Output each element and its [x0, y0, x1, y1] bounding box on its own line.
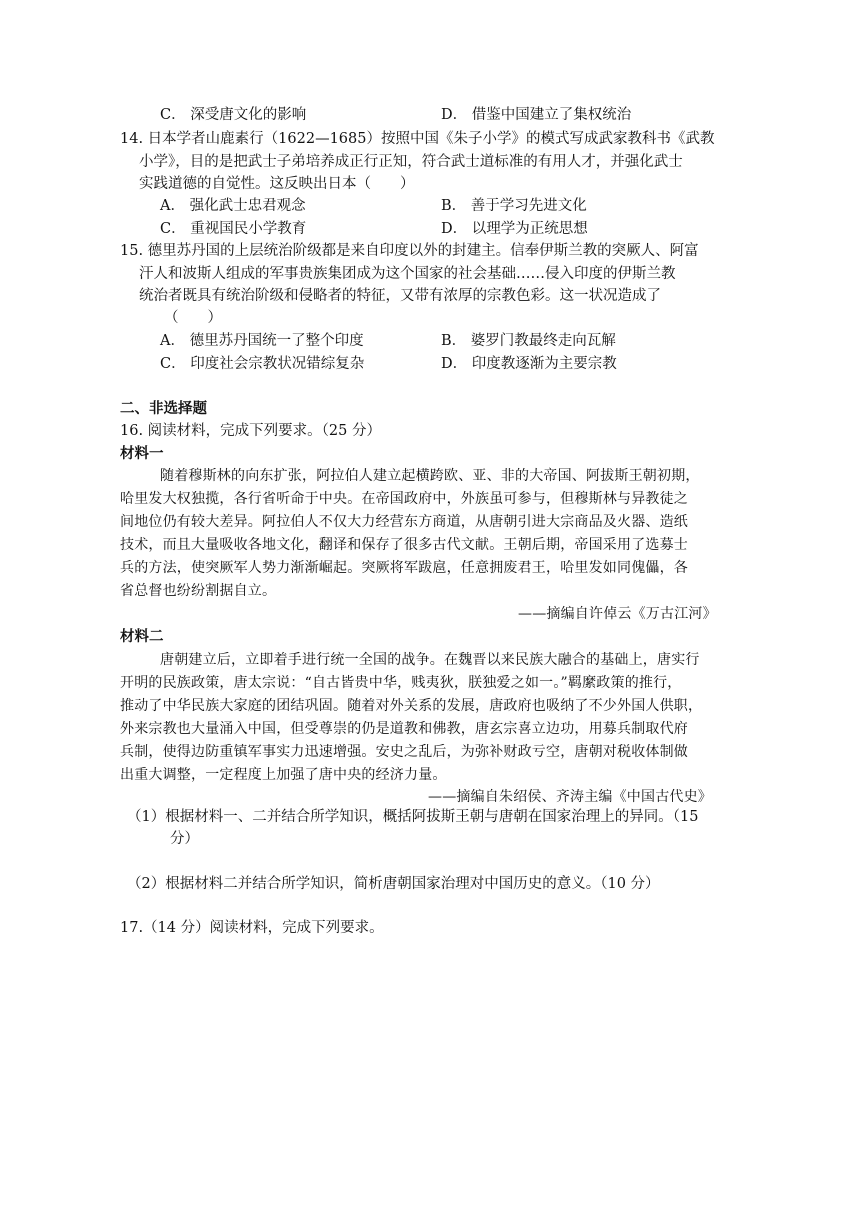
- q17-intro: 17.（14 分）阅读材料，完成下列要求。: [120, 920, 384, 936]
- material-1-line-3: 间地位仍有较大差异。阿拉伯人不仅大力经营东方商道，从唐朝引进大宗商品及火器、造纸: [120, 514, 688, 530]
- material-2-line-6: 出重大调整，一定程度上加强了唐中央的经济力量。: [120, 767, 447, 783]
- q15-stem-line-2: 汗人和波斯人组成的军事贵族集团成为这个国家的社会基础……侵入印度的伊斯兰教: [139, 266, 676, 282]
- section-title: 二、非选择题: [120, 400, 207, 417]
- material-1-line-5: 兵的方法，使突厥军人势力渐渐崛起。突厥将军跋扈，任意拥废君王，哈里发如同傀儡，各: [120, 560, 688, 576]
- q14-option-b: B． 善于学习先进文化: [441, 198, 587, 214]
- q14-option-c: C． 重视国民小学教育: [160, 221, 307, 237]
- material-2-line-5: 兵制，使得边防重镇军事实力迅速增强。安史之乱后，为弥补财政亏空，唐朝对税收体制做: [120, 744, 688, 760]
- q13-option-c: C． 深受唐文化的影响: [160, 107, 307, 123]
- q15-option-c: C． 印度社会宗教状况错综复杂: [160, 356, 365, 372]
- material-1-line-1: 随着穆斯林的向东扩张，阿拉伯人建立起横跨欧、亚、非的大帝国、阿拔斯王朝初期，: [160, 468, 700, 484]
- material-2-title: 材料二: [120, 628, 164, 645]
- material-2-line-3: 推动了中华民族大家庭的团结巩固。随着对外关系的发展，唐政府也吸纳了不少外国人供职，: [120, 698, 703, 714]
- q15-option-d: D． 印度教逐渐为主要宗教: [441, 356, 617, 372]
- material-1-line-2: 哈里发大权独揽，各行省听命于中央。在帝国政府中，外族虽可参与，但穆斯林与异教徒之: [120, 491, 688, 507]
- q14-stem-line-2: 小学》，目的是把武士子弟培养成正行正知，符合武士道标准的有用人才，并强化武士: [139, 154, 683, 170]
- q16-sub1-line-1: （1）根据材料一、二并结合所学知识，概括阿拔斯王朝与唐朝在国家治理上的异同。（15: [127, 809, 699, 825]
- q15-answer-bracket: （ ）: [164, 310, 222, 326]
- q14-stem-line-1: 14. 日本学者山鹿素行（1622—1685）按照中国《朱子小学》的模式写成武家教科书《武教: [120, 131, 715, 147]
- material-1-title: 材料一: [120, 445, 164, 462]
- q13-option-d: D． 借鉴中国建立了集权统治: [441, 107, 632, 123]
- material-2-source: ——摘编自朱绍侯、齐涛主编《中国古代史》: [428, 789, 712, 805]
- q14-stem-line-3: 实践道德的自觉性。这反映出日本（ ）: [139, 176, 415, 192]
- q15-stem-line-1: 15. 德里苏丹国的上层统治阶级都是来自印度以外的封建主。信奉伊斯兰教的突厥人、阿富: [120, 243, 699, 259]
- q16-intro: 16. 阅读材料，完成下列要求。（25 分）: [120, 423, 381, 439]
- material-2-line-2: 开明的民族政策，唐太宗说：“自古皆贵中华，贱夷狄，朕独爱之如一。”羁縻政策的推行，: [120, 675, 682, 691]
- material-1-source: ——摘编自许倬云《万古江河》: [518, 606, 717, 622]
- material-1-line-6: 省总督也纷纷割据自立。: [120, 583, 277, 599]
- q15-option-a: A． 德里苏丹国统一了整个印度: [160, 333, 364, 349]
- q15-option-b: B． 婆罗门教最终走向瓦解: [441, 333, 616, 349]
- q16-sub2: （2）根据材料二并结合所学知识，简析唐朝国家治理对中国历史的意义。（10 分）: [127, 876, 660, 892]
- material-2-line-1: 唐朝建立后，立即着手进行统一全国的战争。在魏晋以来民族大融合的基础上，唐实行: [160, 652, 700, 668]
- q16-sub1-line-2: 分）: [170, 831, 199, 847]
- q15-stem-line-3: 统治者既具有统治阶级和侵略者的特征，又带有浓厚的宗教色彩。这一状况造成了: [139, 288, 661, 304]
- material-1-line-4: 技术，而且大量吸收各地文化，翻译和保存了很多古代文献。王朝后期，帝国采用了选募士: [120, 537, 688, 553]
- material-2-line-4: 外来宗教也大量涌入中国，但受尊崇的仍是道教和佛教，唐玄宗喜立边功，用募兵制取代府: [120, 721, 688, 737]
- q14-option-a: A． 强化武士忠君观念: [160, 198, 306, 214]
- q14-option-d: D． 以理学为正统思想: [441, 221, 588, 237]
